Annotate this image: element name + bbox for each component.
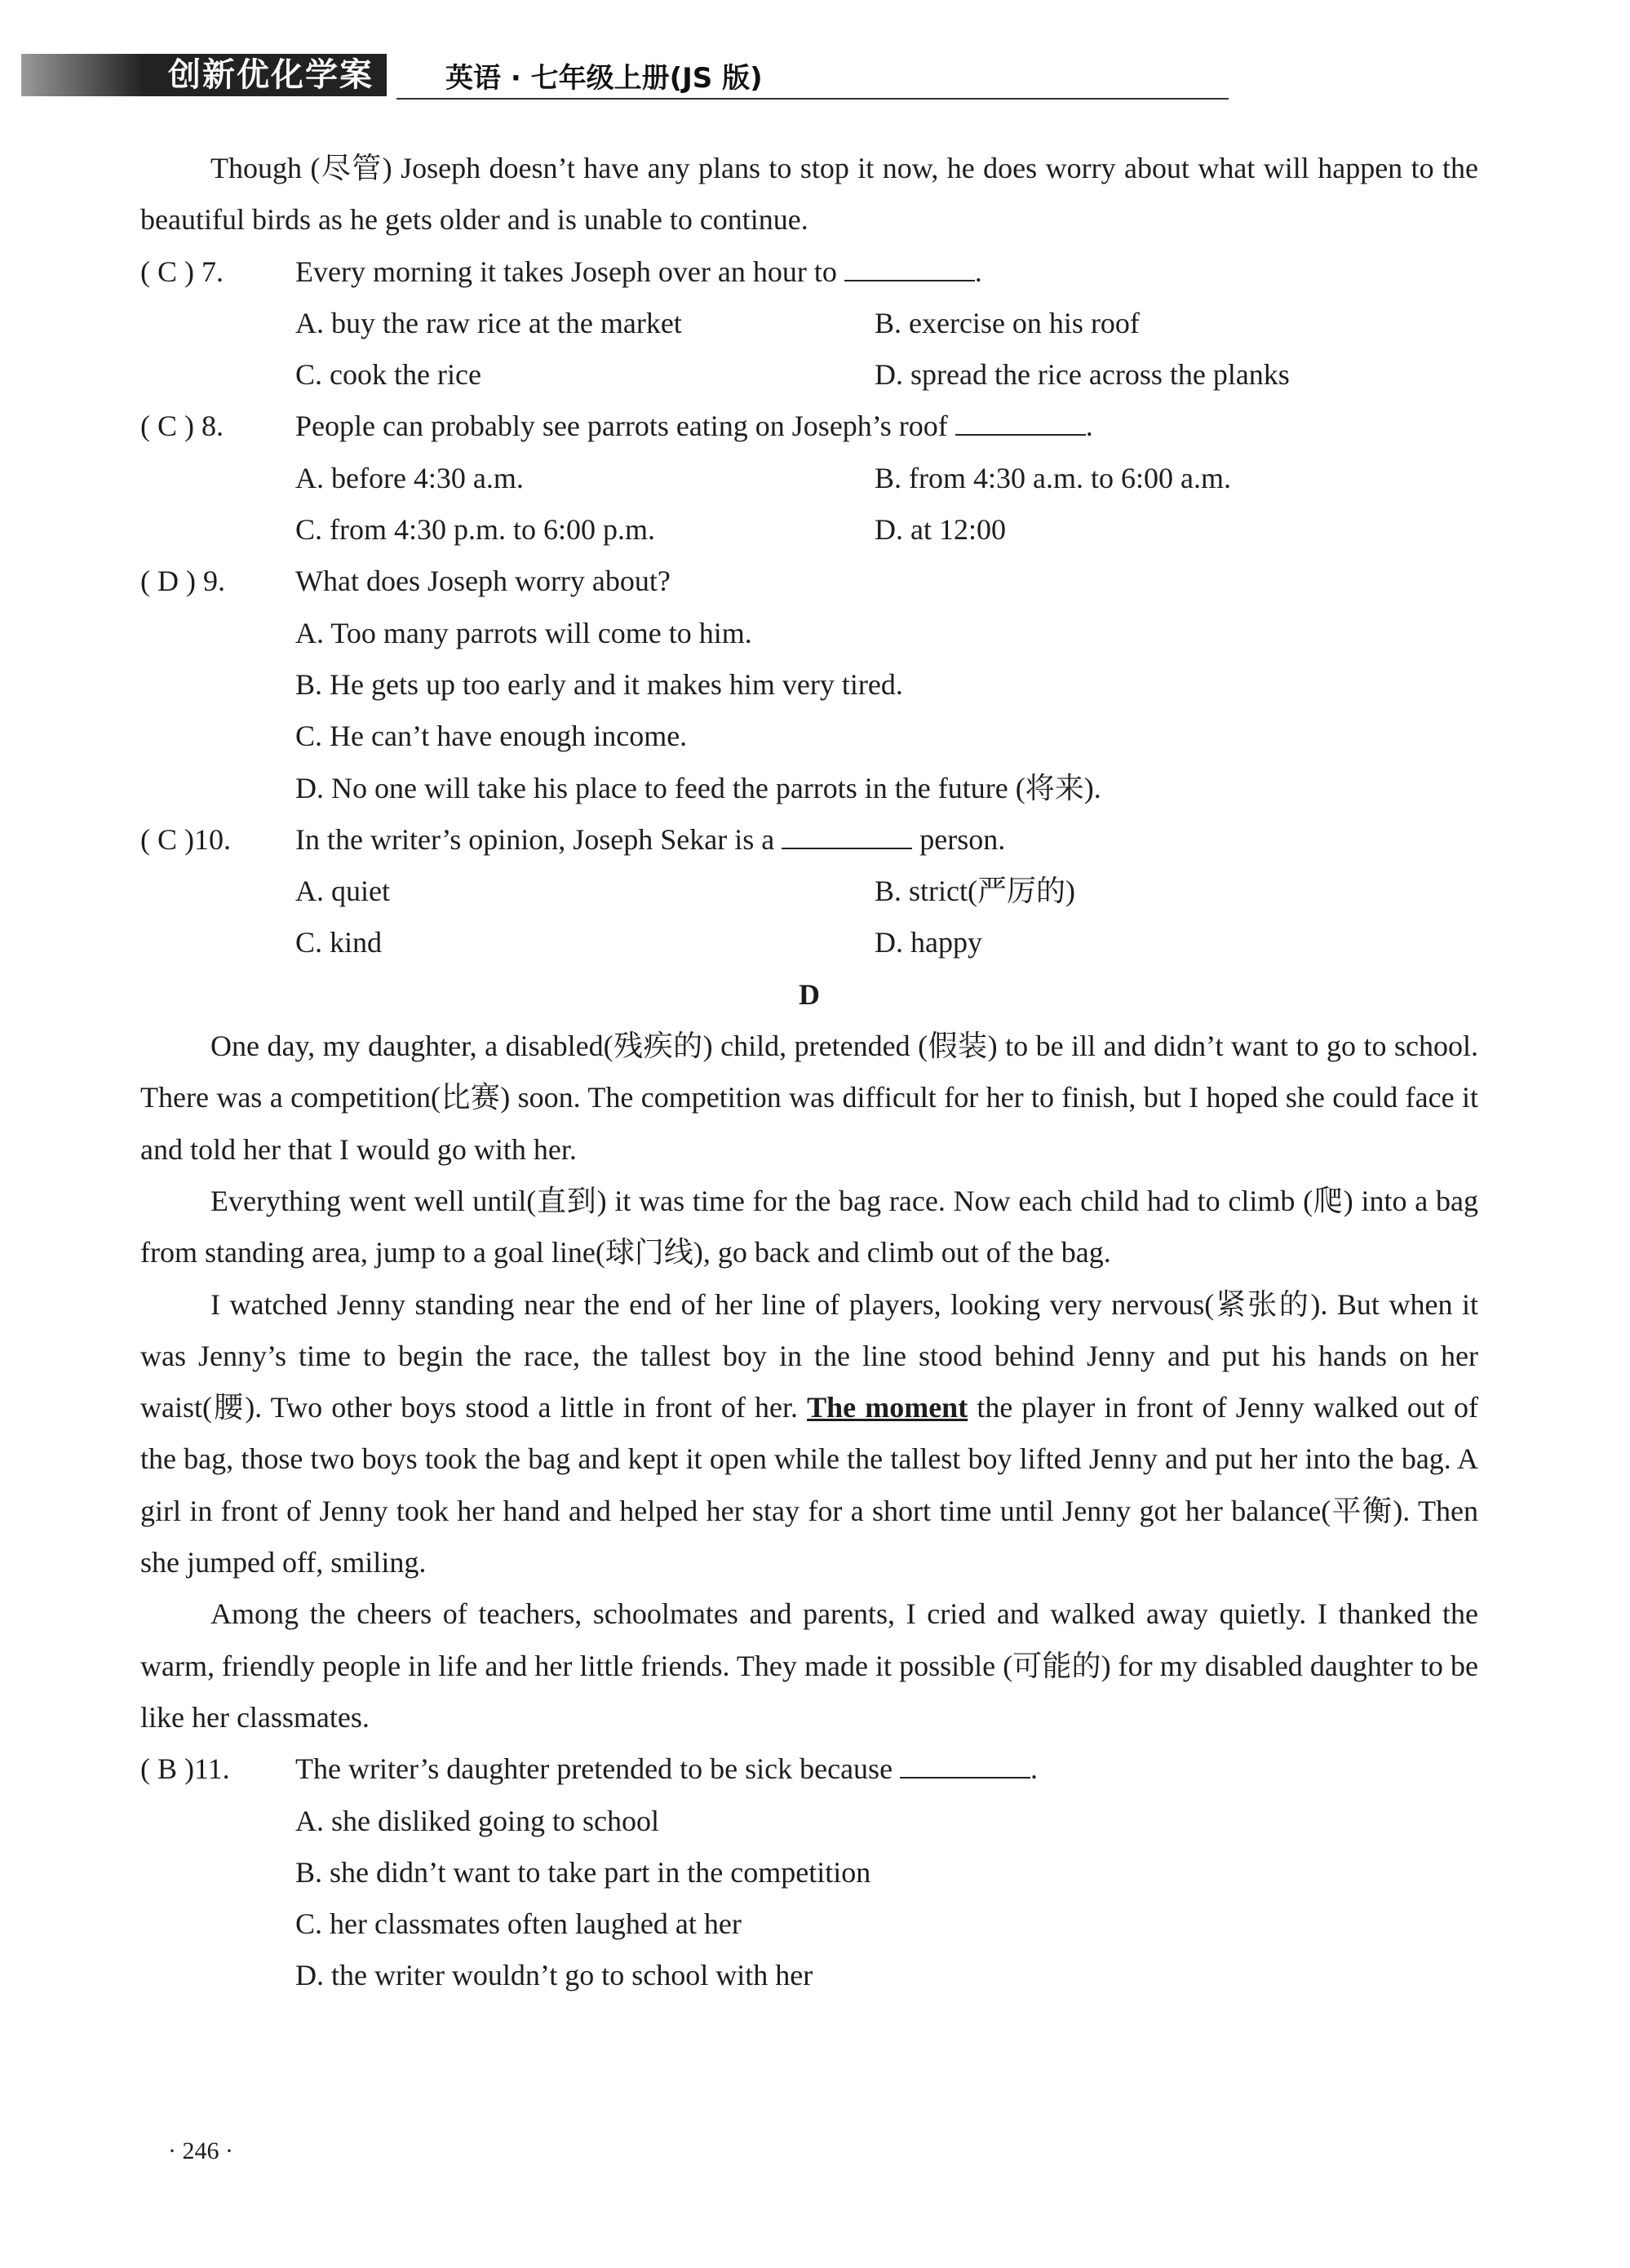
- option: A. before 4:30 a.m.: [295, 461, 524, 494]
- page-header: [21, 51, 1229, 101]
- option: D. happy: [875, 926, 982, 959]
- option: D. No one will take his place to feed the parrots in the future (将来).: [295, 771, 1101, 804]
- section-title: D: [799, 977, 820, 1011]
- options-7: [140, 298, 1478, 401]
- option: A. she disliked going to school: [295, 1804, 659, 1837]
- option: C. cook the rice: [295, 358, 481, 392]
- options-9: [140, 608, 1478, 814]
- option: D. at 12:00: [875, 513, 1006, 547]
- question-10: ( C )10. In the writer’s opinion, Joseph Sekar is a person.: [140, 814, 1478, 866]
- question-stem: People can probably see parrots eating on Joseph’s roof: [295, 410, 948, 443]
- brand-banner: 创新优化学案: [21, 54, 387, 96]
- option: D. the writer wouldn’t go to school with her: [295, 1959, 813, 1992]
- answer-blank: [782, 818, 912, 849]
- passage-c-end: Though (尽管) Joseph doesn’t have any plans to stop it now, he does worry about what will happen to the beautiful birds as he gets older and is unable to continue.: [140, 152, 1478, 237]
- answer-blank: [844, 250, 975, 281]
- option: C. her classmates often laughed at her: [295, 1907, 742, 1941]
- option: B. she didn’t want to take part in the competition: [295, 1855, 871, 1889]
- question-number: ( C )10.: [140, 822, 231, 856]
- option: A. quiet: [295, 875, 390, 908]
- question-number: ( B )11.: [140, 1752, 230, 1786]
- brand-banner-fade: [21, 54, 144, 96]
- option: B. exercise on his roof: [875, 306, 1140, 339]
- header-rule: [396, 98, 1229, 100]
- answer-blank: [900, 1748, 1030, 1779]
- question-7: ( C ) 7. Every morning it takes Joseph over an hour to .: [140, 246, 1478, 298]
- option: C. from 4:30 p.m. to 6:00 p.m.: [295, 513, 655, 547]
- answer-blank: [955, 405, 1086, 436]
- passage-d-paragraph-1: One day, my daughter, a disabled(残疾的) child, pretended (假装) to be ill and didn’t want to go to school. There was a competition(比赛) soon. The competition was difficult for her to finish, but I hoped she could face it and told her that I would go with her.: [140, 1030, 1478, 1166]
- options-10: [140, 866, 1478, 969]
- question-stem: Every morning it takes Joseph over an hour to: [295, 255, 837, 288]
- passage-d-paragraph-3: I watched Jenny standing near the end of her line of players, looking very nervous(紧张的). But when it was Jenny’s time to begin the race, the tallest boy in the line stood behind Jenny and put his hands on her waist(腰). Two other boys stood a little in front of her. The moment the player in front of Jenny walked out of the bag, those two boys took the bag and kept it open while the tallest boy lifted Jenny and put her into the bag. A girl in front of Jenny took her hand and helped her stay for a short time until Jenny got her balance(平衡). Then she jumped off, smiling.: [140, 1287, 1479, 1579]
- key-phrase: The moment: [807, 1391, 968, 1424]
- page-content: [140, 143, 1478, 2002]
- options-8: [140, 453, 1478, 556]
- option: C. kind: [295, 926, 383, 959]
- question-stem: In the writer’s opinion, Joseph Sekar is a: [295, 822, 775, 856]
- option: B. from 4:30 a.m. to 6:00 a.m.: [875, 461, 1231, 494]
- question-number: ( C ) 7.: [140, 255, 224, 288]
- book-title: 英语 · 七年级上册(JS 版): [445, 62, 763, 95]
- question-stem: What does Joseph worry about?: [295, 565, 671, 598]
- option: B. strict(严厉的): [875, 875, 1075, 908]
- option: D. spread the rice across the planks: [875, 358, 1290, 392]
- passage-d-paragraph-2: Everything went well until(直到) it was time for the bag race. Now each child had to climb (爬) into a bag from standing area, jump to a goal line(球门线), go back and climb out of the bag.: [140, 1184, 1478, 1269]
- passage-d-paragraph-4: Among the cheers of teachers, schoolmates and parents, I cried and walked away quietly. I thanked the warm, friendly people in life and her little friends. They made it possible (可能的) for my disabled daughter to be like her classmates.: [140, 1597, 1478, 1734]
- option: C. He can’t have enough income.: [295, 720, 688, 753]
- option: B. He gets up too early and it makes him very tired.: [295, 667, 903, 701]
- question-number: ( C ) 8.: [140, 410, 224, 443]
- question-number: ( D ) 9.: [140, 565, 225, 598]
- option: A. buy the raw rice at the market: [295, 306, 682, 339]
- question-8: ( C ) 8. People can probably see parrots eating on Joseph’s roof .: [140, 401, 1478, 452]
- options-11: [140, 1796, 1478, 2002]
- option: A. Too many parrots will come to him.: [295, 616, 752, 649]
- page-number: · 246 ·: [168, 2137, 233, 2164]
- question-11: ( B )11. The writer’s daughter pretended to be sick because .: [140, 1743, 1478, 1795]
- question-9: [140, 556, 1478, 607]
- question-stem: The writer’s daughter pretended to be sick because: [295, 1752, 893, 1786]
